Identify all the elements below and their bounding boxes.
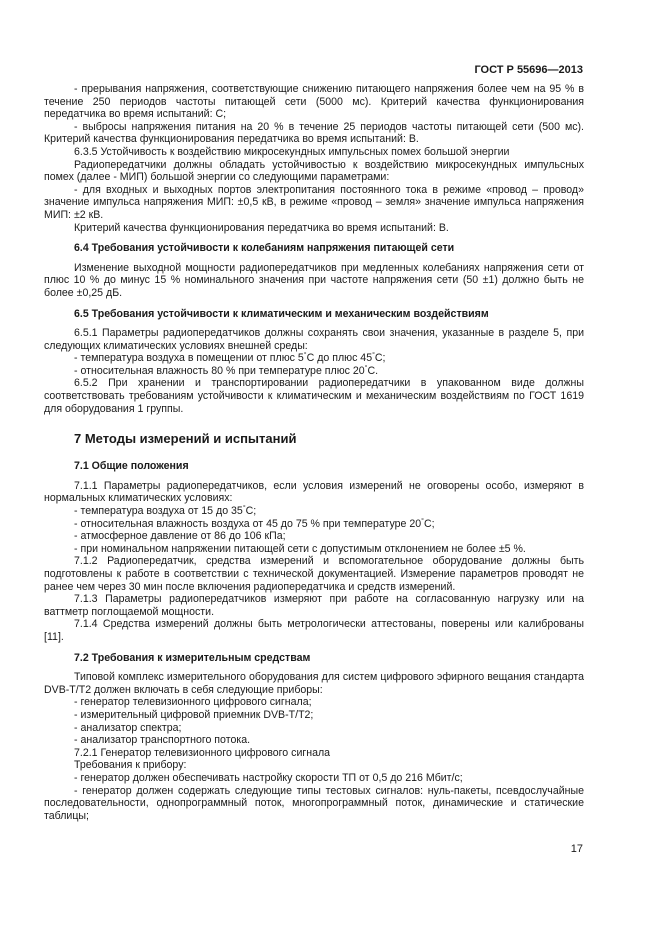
list-item: - анализатор транспортного потока. bbox=[74, 734, 251, 747]
paragraph: 7.1.2 Радиопередатчик, средства измерений и вспомогательное оборудование должны быть подготовлены к работе в соответствии с технической документацией. Измерение параметров проводят не ранее чем через 30 мин после включения радиопередатчика и средств измерений. bbox=[44, 555, 584, 593]
list-item: - генератор телевизионного цифрового сигнала; bbox=[74, 696, 312, 709]
section-heading-7-1: 7.1 Общие положения bbox=[74, 460, 189, 473]
text-fragment: С. bbox=[367, 364, 379, 377]
paragraph: - для входных и выходных портов электропитания постоянного тока в режиме «провод – провод» значение импульса напряжения МИП: ±0,5 кВ, в режиме «провод – земля» значение импульса напряжения МИП: ±2 кВ. bbox=[44, 183, 584, 221]
section-heading-6-5: 6.5 Требования устойчивости к климатическим и механическим воздействиям bbox=[74, 307, 489, 320]
degree-sign: ° bbox=[242, 505, 246, 513]
paragraph bbox=[44, 505, 584, 518]
degree-sign: ° bbox=[421, 517, 424, 525]
paragraph: 7.1.4 Средства измерений должны быть метрологически аттестованы, поверены или калиброваны [11]. bbox=[44, 618, 584, 643]
paragraph: - атмосферное давление от 86 до 106 кПа; bbox=[74, 530, 286, 543]
degree-sign: ° bbox=[372, 352, 375, 360]
paragraph: 6.5.2 При хранении и транспортировании радиопередатчики в упакованном виде должны соответствовать требованиям устойчивости к климатическим и механическим воздействиям по ГОСТ 1619 для оборудования 1 группы. bbox=[44, 377, 584, 415]
paragraph: 6.5.1 Параметры радиопередатчиков должны сохранять свои значения, указанные в разделе 5, при следующих климатических условиях внешней среды: bbox=[44, 327, 584, 352]
paragraph: 7.1.3 Параметры радиопередатчиков измеряют при работе на согласованную нагрузку или на ваттметр поглощаемой мощности. bbox=[44, 593, 584, 618]
paragraph: Изменение выходной мощности радиопередатчиков при медленных колебаниях напряжения сети от плюс 10 % до минус 15 % номинального значения при частоте напряжения сети (50 ±1) должно быть не более ±0,25 дБ. bbox=[44, 261, 584, 299]
standard-header: ГОСТ Р 55696—2013 bbox=[474, 64, 583, 76]
text-fragment: С до плюс 45 bbox=[306, 352, 373, 365]
section-heading-7: 7 Методы измерений и испытаний bbox=[74, 431, 297, 447]
text-fragment: С; bbox=[423, 517, 435, 530]
page-number: 17 bbox=[570, 843, 583, 855]
list-item: - измерительный цифровой приемник DVB-T/T2; bbox=[74, 708, 314, 721]
list-item: - генератор должен содержать следующие типы тестовых сигналов: нуль-пакеты, псевдослучайные последовательности, однопрограммный поток, многопрограммный поток, динамические и статические таблицы; bbox=[44, 784, 584, 822]
paragraph: - при номинальном напряжении питающей сети с допустимым отклонением не более ±5 %. bbox=[74, 542, 526, 555]
text-fragment: - относительная влажность воздуха от 45 до 75 % при температуре 20 bbox=[74, 517, 422, 530]
paragraph bbox=[44, 518, 584, 531]
paragraph bbox=[44, 352, 584, 365]
document-body bbox=[44, 83, 584, 822]
paragraph: Требования к прибору: bbox=[74, 759, 187, 772]
degree-sign: ° bbox=[364, 364, 368, 372]
paragraph: - выбросы напряжения питания на 20 % в течение 25 периодов частоты питающей сети (500 мс). Критерий качества функционирования передатчика во время испытаний: В. bbox=[44, 120, 584, 146]
paragraph: Типовой комплекс измерительного оборудования для систем цифрового эфирного вещания стандарта DVB-T/T2 должен включать в себя следующие приборы: bbox=[44, 671, 584, 696]
paragraph: 6.3.5 Устойчивость к воздействию микросекундных импульсных помех большой энергии bbox=[74, 145, 510, 158]
paragraph: Критерий качества функционирования передатчика во время испытаний: В. bbox=[74, 221, 449, 234]
list-item: - генератор должен обеспечивать настройку скорости ТП от 0,5 до 216 Мбит/с; bbox=[74, 771, 463, 784]
text-fragment: С; bbox=[245, 505, 257, 518]
text-fragment: - относительная влажность 80 % при температуре плюс 20 bbox=[74, 364, 365, 377]
text-fragment: - температура воздуха в помещении от плюс 5 bbox=[74, 352, 304, 365]
degree-sign: ° bbox=[303, 352, 307, 360]
paragraph: 7.1.1 Параметры радиопередатчиков, если условия измерений не оговорены особо, измеряют в нормальных климатических условиях: bbox=[44, 479, 584, 505]
section-heading-7-2: 7.2 Требования к измерительным средствам bbox=[74, 651, 311, 664]
text-fragment: С; bbox=[374, 352, 386, 365]
paragraph: Радиопередатчики должны обладать устойчивостью к воздействию микросекундных импульсных помех (далее - МИП) большой энергии со следующими параметрами: bbox=[44, 158, 584, 184]
list-item: - анализатор спектра; bbox=[74, 721, 182, 734]
paragraph bbox=[44, 365, 584, 378]
text-fragment: - температура воздуха от 15 до 35 bbox=[74, 505, 243, 518]
paragraph: - прерывания напряжения, соответствующие снижению питающего напряжения более чем на 95 % в течение 250 периодов частоты питающей сети (5000 мс). Критерий качества функционирования передатчика во время испытаний: С; bbox=[44, 83, 584, 121]
section-heading-6-4: 6.4 Требования устойчивости к колебаниям напряжения питающей сети bbox=[74, 242, 455, 255]
paragraph: 7.2.1 Генератор телевизионного цифрового сигнала bbox=[74, 746, 331, 759]
